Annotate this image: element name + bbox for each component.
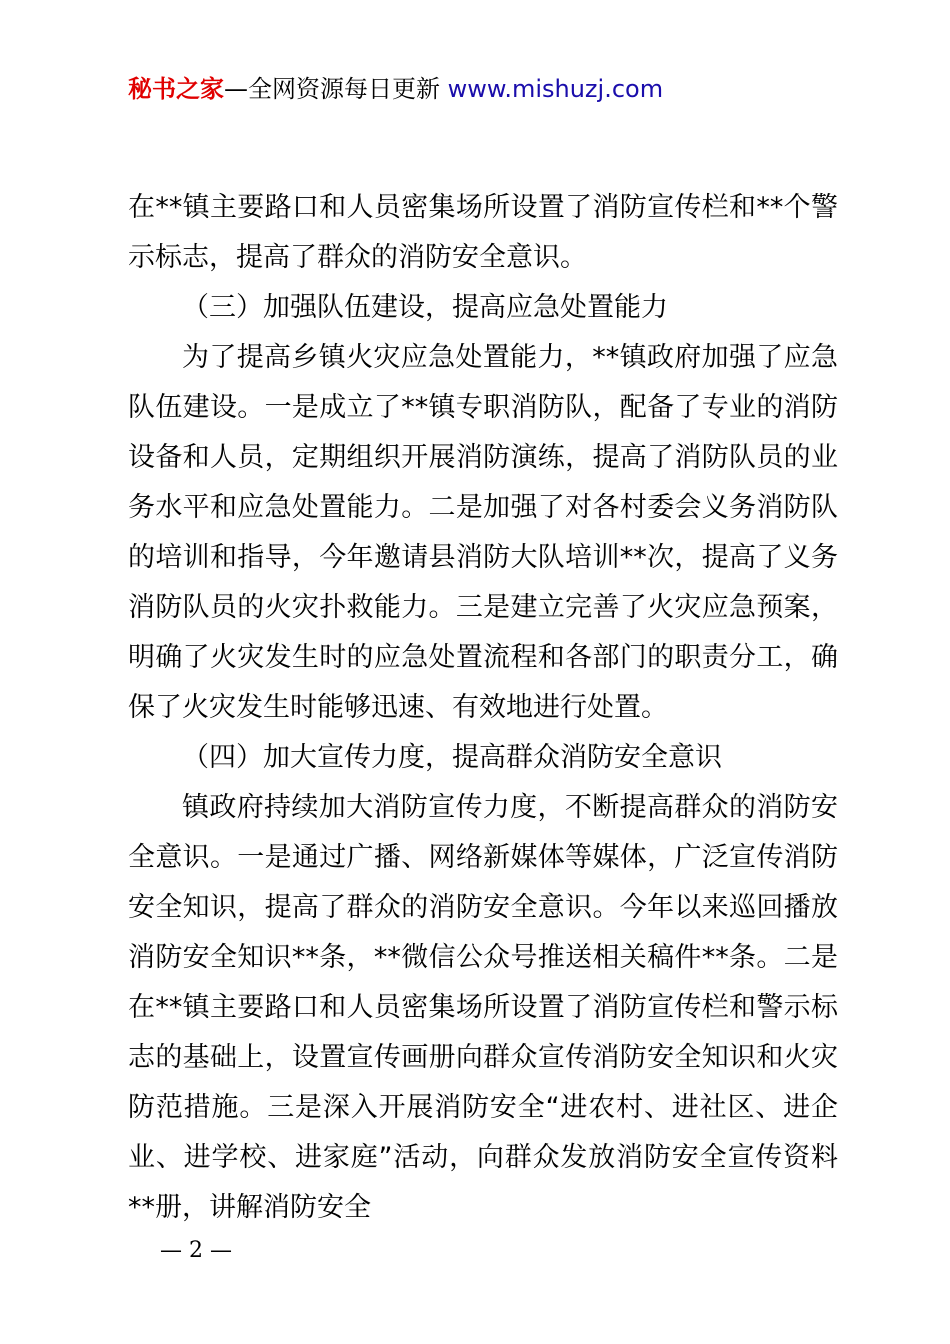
site-url[interactable]: www.mishuzj.com [447, 75, 664, 103]
site-header [128, 72, 663, 106]
site-brand: 秘书之家 [128, 75, 224, 103]
paragraph-2: 为了提高乡镇火灾应急处置能力，**镇政府加强了应急队伍建设。一是成立了**镇专职消防队，配备了专业的消防设备和人员，定期组织开展消防演练，提高了消防队员的业务水平和应急处置能力。二是加强了对各村委会义务消防队的培训和指导，今年邀请县消防大队培训**次，提高了义务消防队员的火灾扑救能力。三是建立完善了火灾应急预案，明确了火灾发生时的应急处置流程和各部门的职责分工，确保了火灾发生时能够迅速、有效地进行处置。 [128, 342, 838, 723]
paragraph-3: 镇政府持续加大消防宣传力度，不断提高群众的消防安全意识。一是通过广播、网络新媒体等媒体，广泛宣传消防安全知识，提高了群众的消防安全意识。今年以来巡回播放消防安全知识**条，**微信公众号推送相关稿件**条。二是在**镇主要路口和人员密集场所设置了消防宣传栏和警示标志的基础上，设置宣传画册向群众宣传消防安全知识和火灾防范措施。三是深入开展消防安全“进农村、进社区、进企业、进学校、进家庭”活动，向群众发放消防安全宣传资料**册，讲解消防安全 [128, 792, 838, 1223]
paragraph-1: 在**镇主要路口和人员密集场所设置了消防宣传栏和**个警示标志，提高了群众的消防安全意识。 [128, 192, 838, 273]
page-number: — 2 — [160, 1238, 232, 1263]
site-tagline: —全网资源每日更新 [224, 75, 448, 103]
section-heading-3: （三）加强队伍建设，提高应急处置能力 [182, 292, 668, 323]
document-body [128, 183, 838, 1233]
section-heading-4: （四）加大宣传力度，提高群众消防安全意识 [182, 742, 722, 773]
